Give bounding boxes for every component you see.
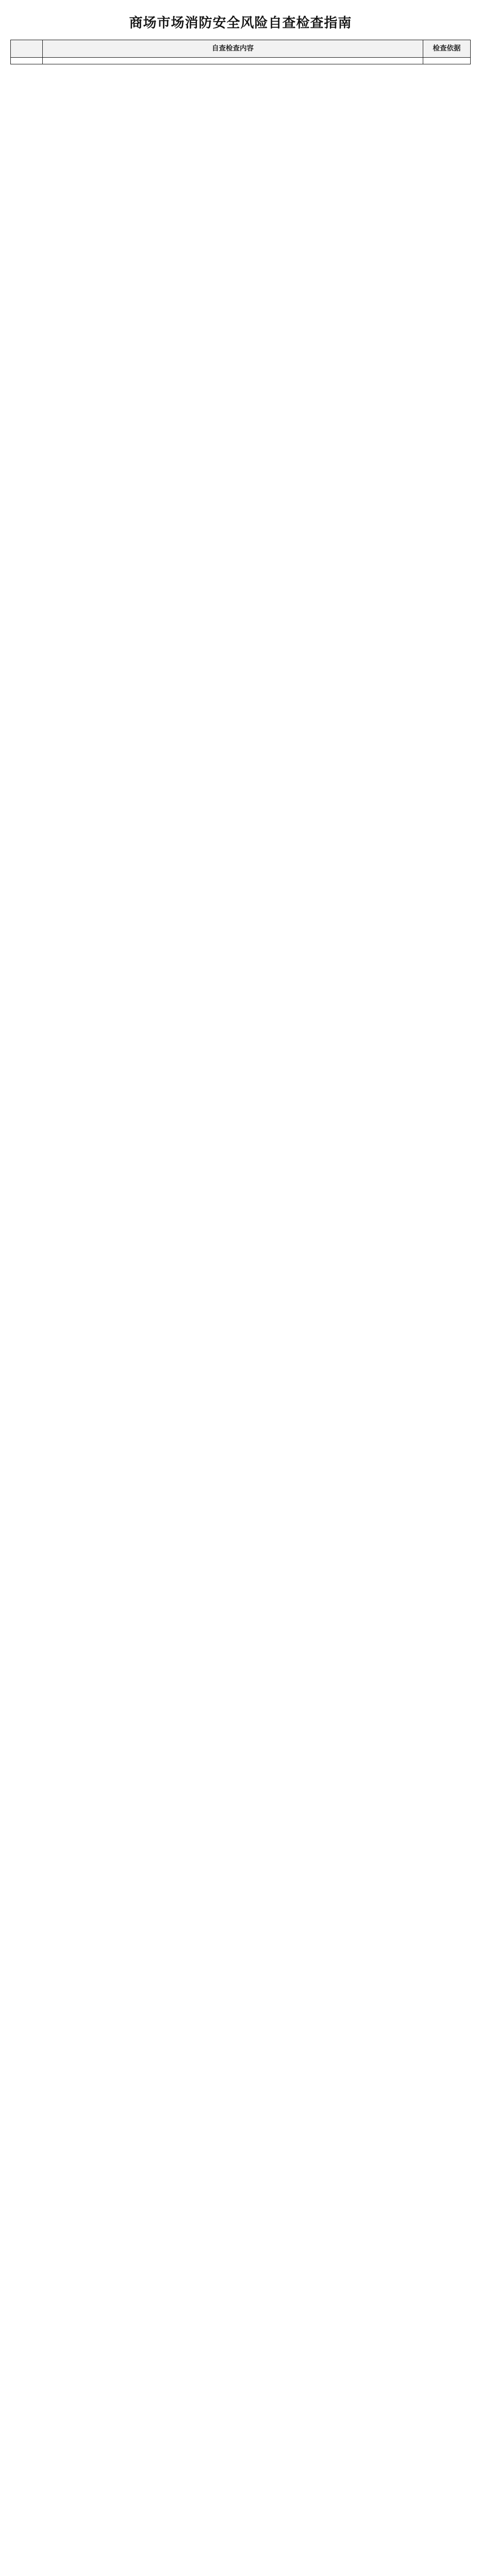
- category-cell: [11, 57, 43, 64]
- table-row: [11, 57, 471, 64]
- header-basis: 检查依据: [423, 40, 471, 58]
- table-body: [11, 57, 471, 64]
- table-header-row: [11, 40, 471, 58]
- content-cell: [43, 57, 423, 64]
- document-title: 商场市场消防安全风险自查检查指南: [129, 15, 352, 31]
- document-page: [0, 0, 481, 82]
- inspection-table: [10, 40, 471, 64]
- header-category: [11, 40, 43, 58]
- basis-cell: [423, 57, 471, 64]
- header-content: 自查检查内容: [43, 40, 423, 58]
